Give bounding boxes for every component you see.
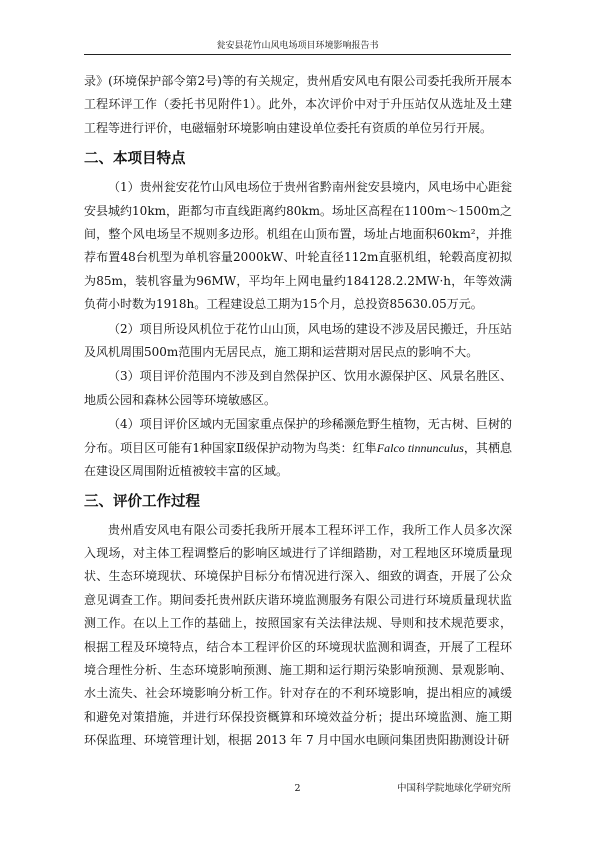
project-feature-paragraph-4 bbox=[84, 413, 512, 483]
footer-institution: 中国科学院地球化学研究所 bbox=[396, 783, 511, 794]
project-feature-paragraph-3: （3）项目评价范围内不涉及到自然保护区、饮用水源保护区、风景名胜区、地质公园和森林公园等环境敏感区。 bbox=[84, 369, 512, 407]
running-header bbox=[84, 40, 511, 55]
project-feature-paragraph-2: （2）项目所设风机位于花竹山山顶，风电场的建设不涉及居民搬迁，升压站及风机周围500m范围内无居民点，施工期和运营期对居民点的影响不大。 bbox=[84, 321, 512, 360]
running-header-title: 瓮安县花竹山风电场项目环境影响报告书 bbox=[216, 41, 379, 51]
species-latin-name: Falco tinnunculus bbox=[376, 440, 464, 455]
page-footer bbox=[84, 782, 511, 796]
evaluation-process-paragraph: 贵州盾安风电有限公司委托我所开展本工程环评工作，我所工作人员多次深入现场，对主体工程调整后的影响区域进行了详细踏勘，对工程地区环境质量现状、生态环境现状、环境保护目标分布情况进行深入、细致的调查，开展了公众意见调查工作。期间委托贵州跃庆谐环境监测服务有限公司进行环境质量现状监测工作。在以上工作的基础上，按照国家有关法律法规、导则和技术规范要求，根据工程及环境特点，结合本工程评价区的环境现状监测和调查，开展了工程环境合理性分析、生态环境影响预测、施工期和运行期污染影响预测、景观影响、水土流失、社会环境影响分析工作。针对存在的不利环境影响，提出相应的减缓和避免对策措施，并进行环保投资概算和环境效益分析；提出环境监测、施工期环保监理、环境管理计划，根据 2013 年 7 月中国水电顾问集团贵阳勘测设计研 bbox=[84, 522, 512, 748]
section-heading-project-features: 二、本项目特点 bbox=[84, 151, 186, 168]
project-feature-paragraph-1: （1）贵州瓮安花竹山风电场位于贵州省黔南州瓮安县境内，风电场中心距瓮安县城约10km，距都匀市直线距离约80km。场址区高程在1100m～1500m之间，整个风电场呈不规则多边形。机组在山顶布置，场址占地面积60km²，并推荐布置48台机型为单机容量2000kW、叶轮直径112m直驱机组，轮毂高度初拟为85m，装机容量为96MW，平均年上网电量约184128.2.2MW·h，年等效满负荷小时数为1918h。工程建设总工期为15个月，总投资85630.05万元。 bbox=[84, 180, 512, 312]
paragraph-4-text-after: ，其栖息在建设区周围附近植被较丰富的区域。 bbox=[84, 440, 512, 479]
main-content bbox=[84, 70, 512, 753]
paragraph-4-text-before: （4）项目评价区域内无国家重点保护的珍稀濒危野生植物，无古树、巨树的分布。项目区可能有1种国家Ⅱ级保护动物为鸟类：红隼 bbox=[84, 417, 512, 455]
page-number: 2 bbox=[294, 783, 301, 794]
intro-paragraph: 录》(环境保护部令第2号)等的有关规定，贵州盾安风电有限公司委托我所开展本工程环评工作（委托书见附件1）。此外，本次评价中对于升压站仅从选址及土建工程等进行评价，电磁辐射环境影响由建设单位委托有资质的单位另行开展。 bbox=[84, 74, 512, 135]
section-heading-evaluation-process: 三、评价工作过程 bbox=[84, 493, 200, 510]
